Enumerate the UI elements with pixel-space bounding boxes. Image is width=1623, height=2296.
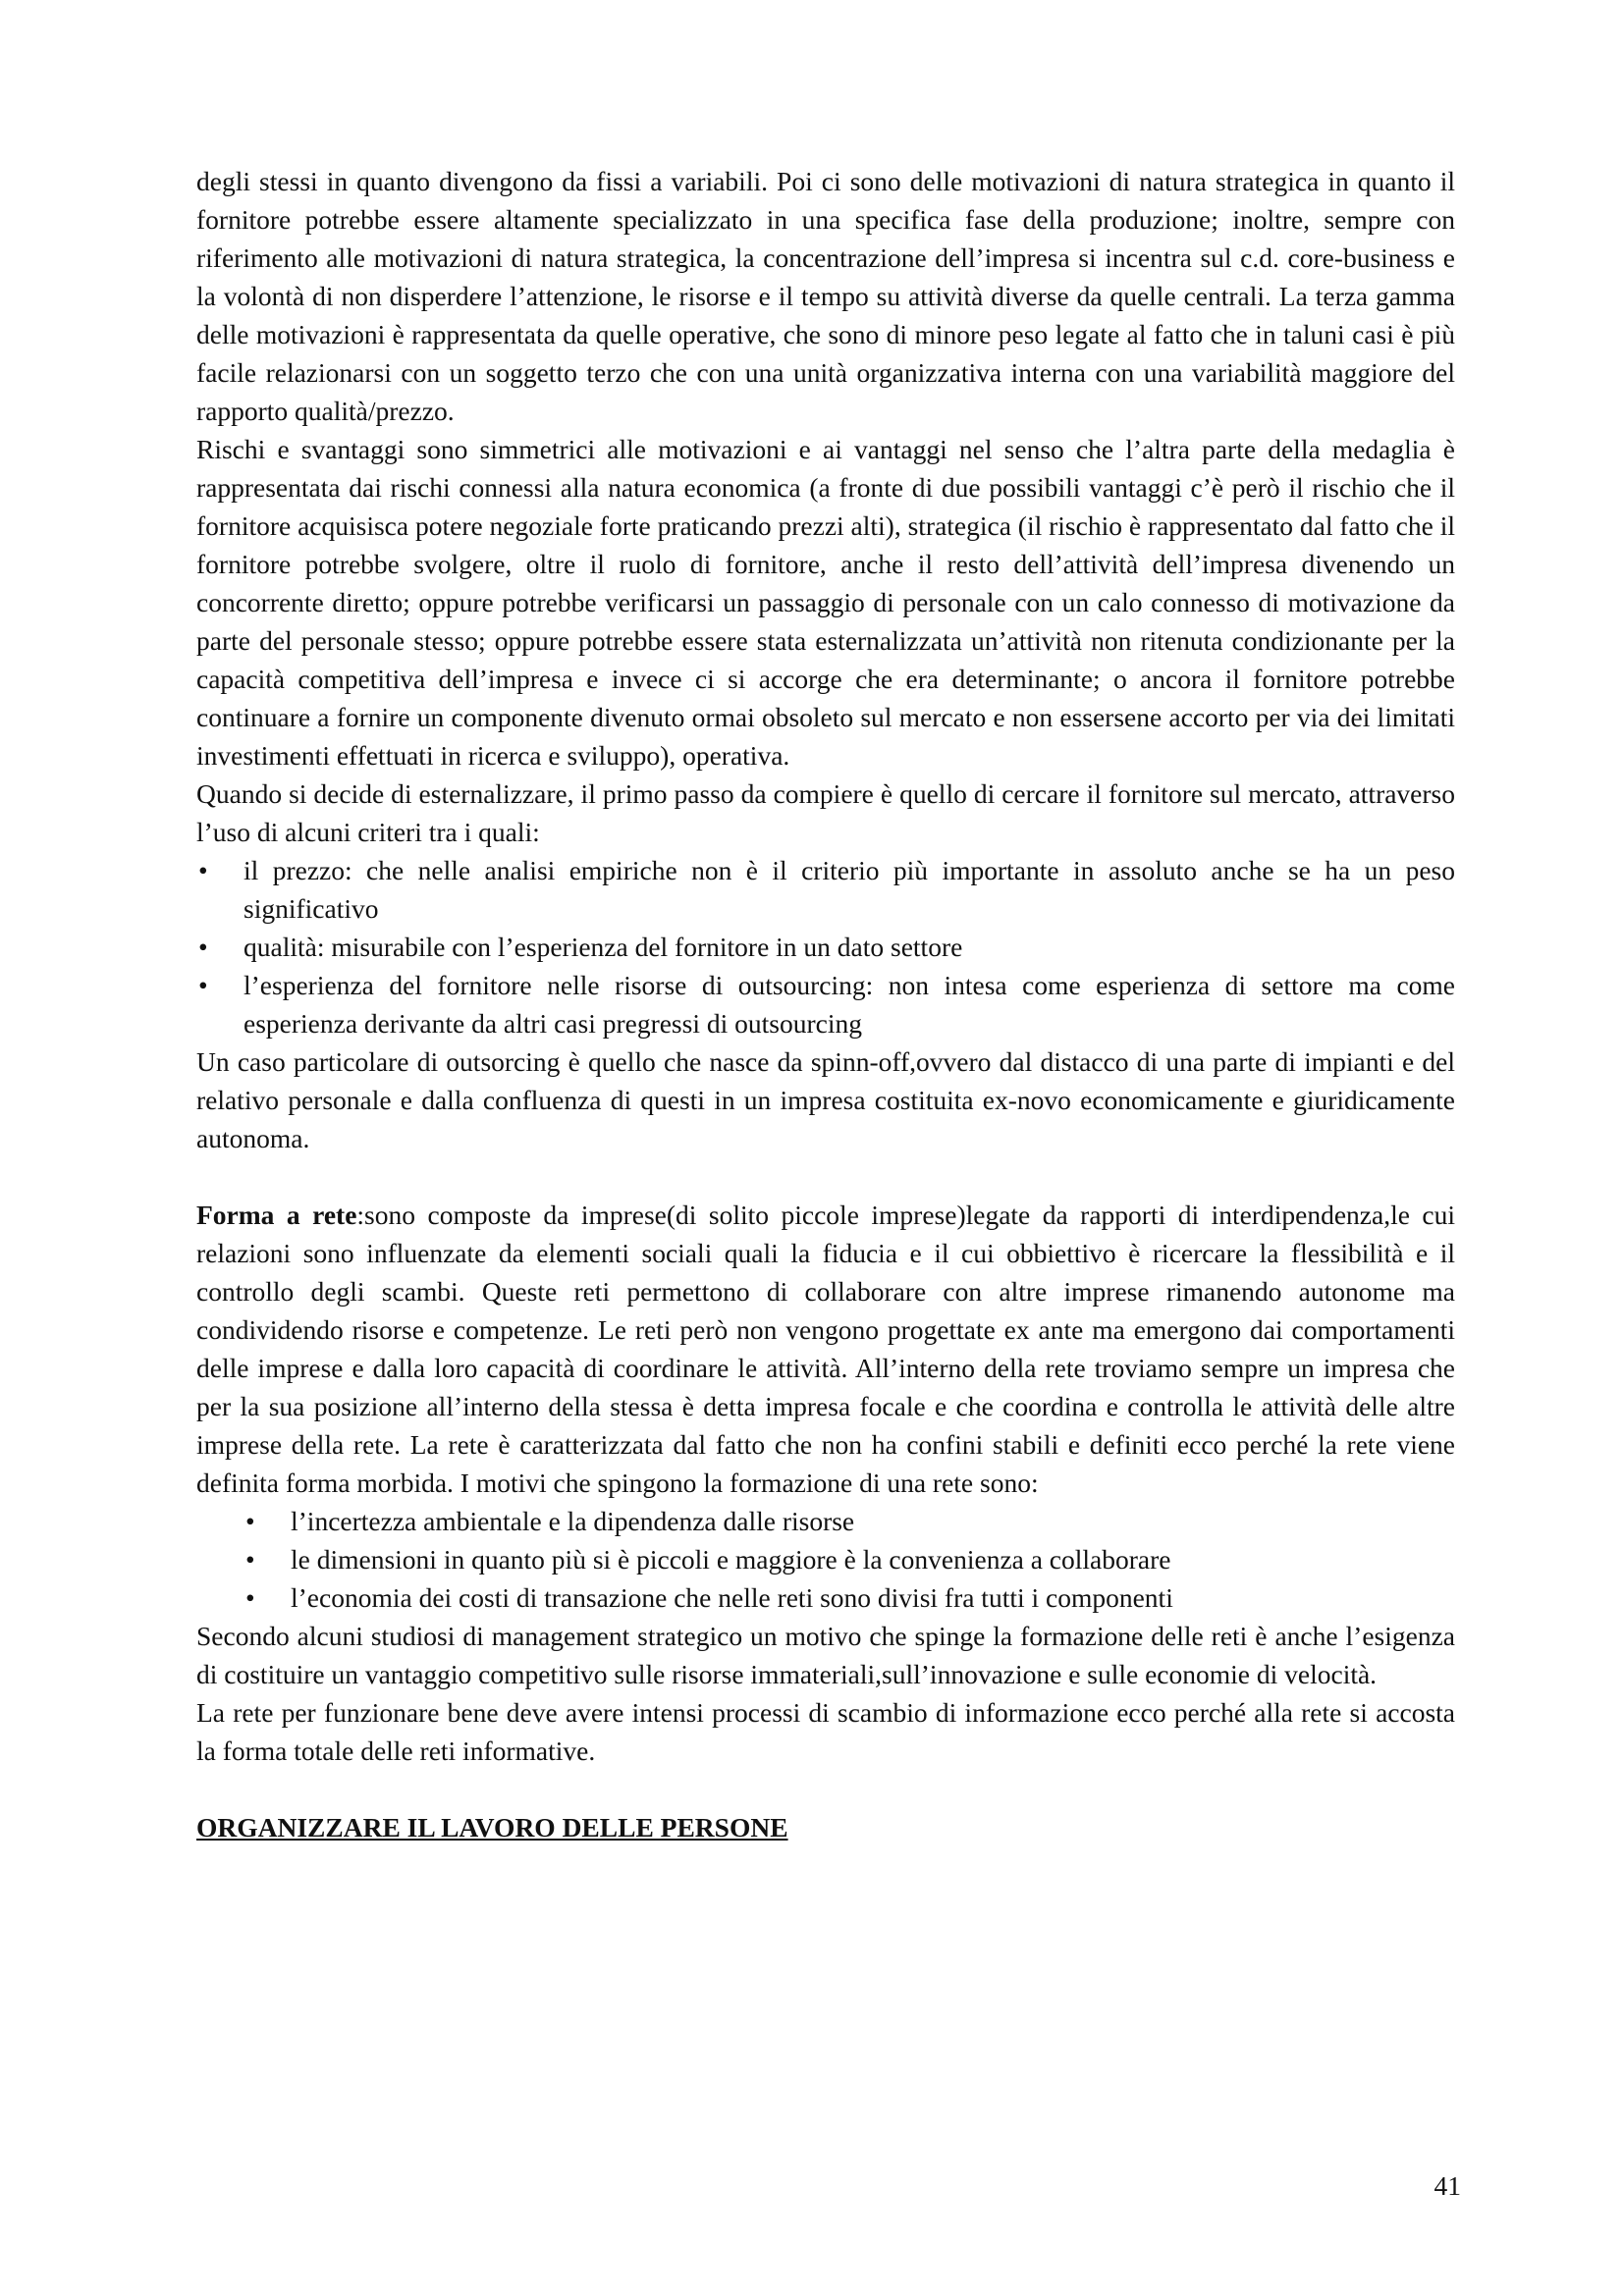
network-reasons-list [196, 1502, 1455, 1617]
list-item [196, 1502, 1455, 1540]
paragraph-supplier-search: Quando si decide di esternalizzare, il primo passo da compiere è quello di cercare il fornitore sul mercato, attraverso l’uso di alcuni criteri tra i quali: [196, 778, 1455, 847]
list-item-text: le dimensioni in quanto più si è piccoli e maggiore è la convenienza a collaborare [291, 1544, 1171, 1575]
paragraph-information-networks: La rete per funzionare bene deve avere intensi processi di scambio di informazione ecco perché alla rete si accosta la forma totale delle reti informative. [196, 1697, 1455, 1766]
bullet-icon: • [245, 1544, 255, 1575]
supplier-criteria-list [196, 851, 1455, 1042]
page-number: 41 [1434, 2170, 1461, 2201]
list-item-text: l’esperienza del fornitore nelle risorse di outsourcing: non intesa come esperienza di settore ma come esperienza derivante da altri casi pregressi di outsourcing [243, 970, 1455, 1039]
network-form-definition: :sono composte da imprese(di solito piccole imprese)legate da rapporti di interdipendenza,le cui relazioni sono influenzate da elementi sociali quali la fiducia e il cui obbiettivo è ricercare la flessibilità e il controllo degli scambi. Queste reti permettono di collaborare con altre imprese rimanendo autonome ma condividendo risorse e competenze. Le reti però non vengono progettate ex ante ma emergono dai comportamenti delle imprese e dalla loro capacità di coordinare le attività. All’interno della rete troviamo sempre un impresa che per la sua posizione all’interno della stessa è detta impresa focale e che coordina e controlla le attività delle altre imprese della rete. La rete è caratterizzata dal fatto che non ha confini stabili e definiti ecco perché la rete viene definita forma morbida. I motivi che spingono la formazione di una rete sono: [196, 1200, 1455, 1498]
paragraph-spacer [196, 1157, 1455, 1196]
bullet-icon: • [198, 932, 208, 962]
bullet-icon: • [198, 855, 208, 885]
list-item [196, 1578, 1455, 1617]
paragraph-network-form [196, 1196, 1455, 1502]
list-item-text: l’incertezza ambientale e la dipendenza dalle risorse [291, 1506, 855, 1536]
list-item [196, 1540, 1455, 1578]
paragraph-spacer [196, 1770, 1455, 1808]
term-network-form: Forma a rete [196, 1200, 357, 1230]
list-item-text: l’economia dei costi di transazione che nelle reti sono divisi fra tutti i componenti [291, 1582, 1173, 1613]
list-item [196, 928, 1455, 966]
paragraph-outsourcing-motivations: degli stessi in quanto divengono da fissi a variabili. Poi ci sono delle motivazioni di natura strategica in quanto il fornitore potrebbe essere altamente specializzato in una specifica fase della produzione; inoltre, sempre con riferimento alle motivazioni di natura strategica, la concentrazione dell’impresa si incentra sul c.d. core-business e la volontà di non disperdere l’attenzione, le risorse e il tempo su attività diverse da quelle centrali. La terza gamma delle motivazioni è rappresentata da quelle operative, che sono di minore peso legate al fatto che in taluni casi è più facile relazionarsi con un soggetto terzo che con una unità organizzativa interna con una variabilità maggiore del rapporto qualità/prezzo. [196, 166, 1455, 426]
paragraph-risks: Rischi e svantaggi sono simmetrici alle motivazioni e ai vantaggi nel senso che l’altra parte della medaglia è rappresentata dai rischi connessi alla natura economica (a fronte di due possibili vantaggi c’è però il rischio che il fornitore acquisisca potere negoziale forte praticando prezzi alti), strategica (il rischio è rappresentato dal fatto che il fornitore potrebbe svolgere, oltre il ruolo di fornitore, anche il resto dell’attività dell’impresa divenendo un concorrente diretto; oppure potrebbe verificarsi un passaggio di personale con un calo connesso di motivazione da parte del personale stesso; oppure potrebbe essere stata esternalizzata un’attività non ritenuta condizionante per la capacità competitiva dell’impresa e invece ci si accorge che era determinante; o ancora il fornitore potrebbe continuare a fornire un componente divenuto ormai obsoleto sul mercato e non essersene accorto per via dei limitati investimenti effettuati in ricerca e sviluppo), operativa. [196, 434, 1455, 771]
list-item-text: qualità: misurabile con l’esperienza del fornitore in un dato settore [243, 932, 963, 962]
bullet-icon: • [245, 1506, 255, 1536]
paragraph-strategic-management: Secondo alcuni studiosi di management strategico un motivo che spinge la formazione delle reti è anche l’esigenza di costituire un vantaggio competitivo sulle risorse immateriali,sull’innovazione e sulle economie di velocità. [196, 1621, 1455, 1689]
page-content [196, 162, 1455, 1846]
bullet-icon: • [198, 970, 208, 1000]
list-item [196, 851, 1455, 928]
list-item [196, 966, 1455, 1042]
section-heading: ORGANIZZARE IL LAVORO DELLE PERSONE [196, 1812, 788, 1842]
list-item-text: il prezzo: che nelle analisi empiriche non è il criterio più importante in assoluto anche se ha un peso significativo [243, 855, 1455, 924]
bullet-icon: • [245, 1582, 255, 1613]
paragraph-spin-off: Un caso particolare di outsorcing è quello che nasce da spinn-off,ovvero dal distacco di una parte di impianti e del relativo personale e dalla confluenza di questi in un impresa costituita ex-novo economicamente e giuridicamente autonoma. [196, 1046, 1455, 1153]
